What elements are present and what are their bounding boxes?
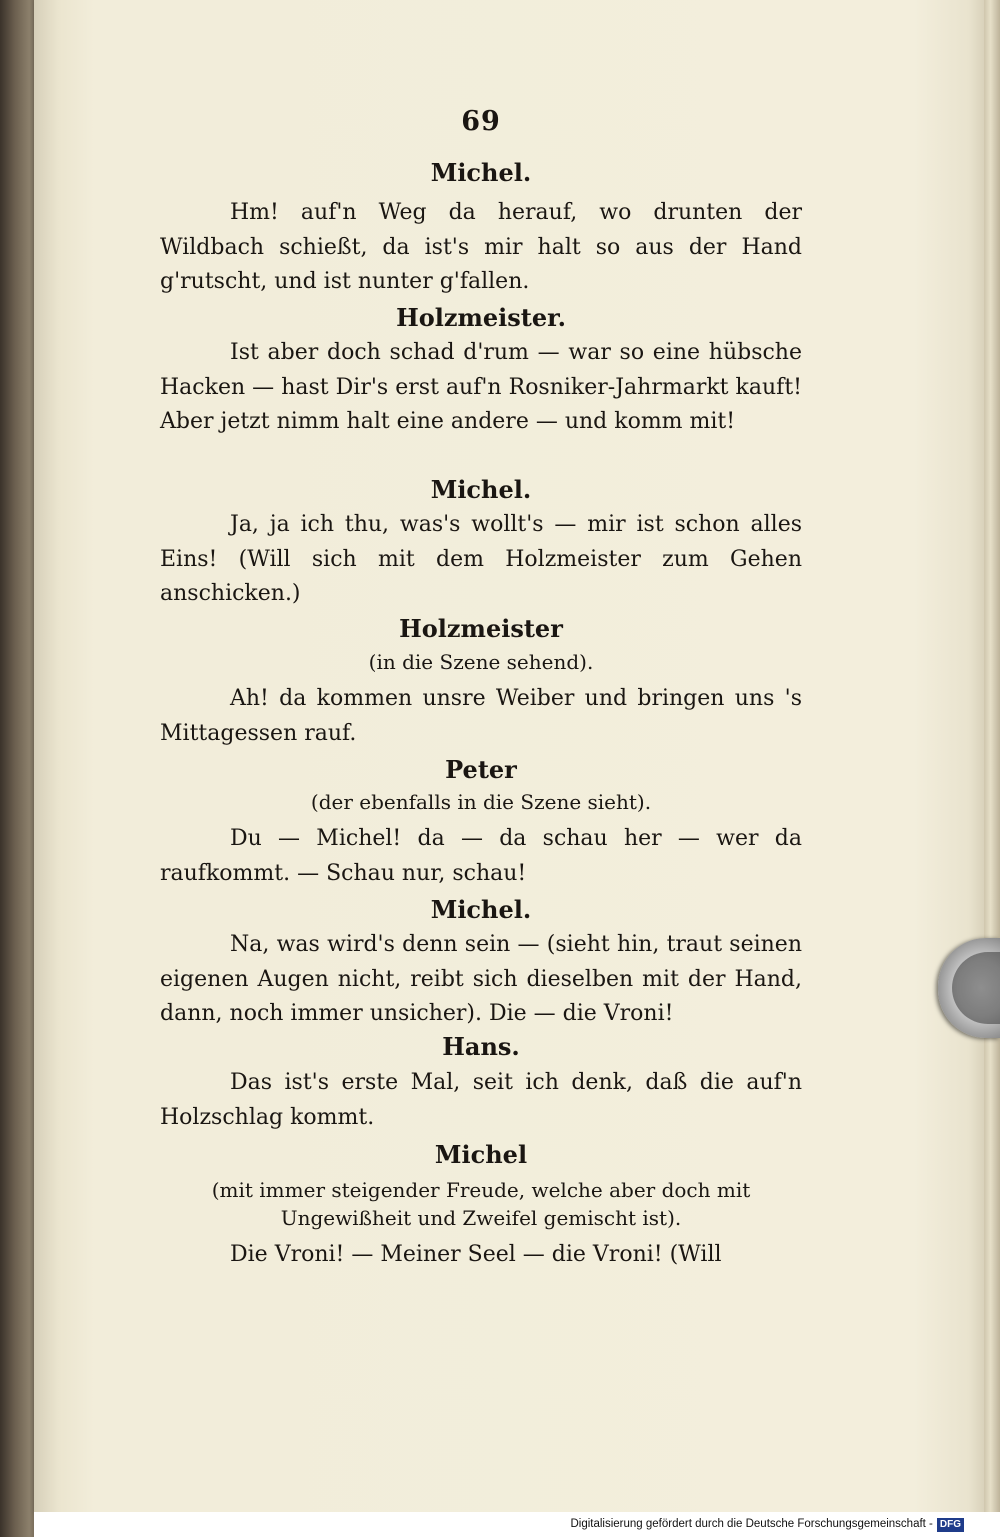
dfg-logo: DFG [937,1518,964,1532]
speech-paragraph-3: Ja, ja ich thu, was's wollt's — mir ist schon alles Eins! (Will sich mit dem Holzmeister zum Gehen anschicken.) [160,512,802,606]
speech-paragraph-7: Das ist's erste Mal, seit ich denk, daß die auf'n Holzschlag kommt. [160,1070,802,1130]
stage-direction-3: (mit immer steigender Freude, welche aber doch mit Ungewißheit und Zweifel gemischt ist). [211,1178,751,1230]
digitization-credit [570,1518,964,1532]
speech-paragraph-6: Na, was wird's denn sein — (sieht hin, traut seinen eigenen Augen nicht, reibt sich dieselben mit der Hand, dann, noch immer unsicher). Die — die Vroni! [160,932,802,1026]
speech-paragraph-2: Ist aber doch schad d'rum — war so eine hübsche Hacken — hast Dir's erst auf'n Rosniker-Jahrmarkt kauft! Aber jetzt nimm halt eine andere — und komm mit! [160,340,802,434]
speaker-michel-2: Michel. [430,475,532,504]
speech-paragraph-8: Die Vroni! — Meiner Seel — die Vroni! (Will [230,1242,722,1267]
page-number: 69 [461,106,501,137]
speaker-hans: Hans. [442,1032,520,1061]
speaker-michel-1: Michel. [430,158,532,187]
speech-paragraph-1: Hm! auf'n Weg da herauf, wo drunten der Wildbach schießt, da ist's mir halt so aus der Hand g'rutscht, und ist nunter g'fallen. [160,200,802,294]
speaker-michel-4: Michel [434,1140,528,1169]
speaker-holzmeister-2: Holzmeister [399,614,563,643]
speaker-holzmeister-1: Holzmeister. [396,303,566,332]
credit-text: Digitalisierung gefördert durch die Deutsche Forschungsgemeinschaft - [570,1518,933,1530]
speaker-peter: Peter [445,755,517,784]
stage-direction-1: (in die Szene sehend). [368,650,594,674]
speaker-michel-3: Michel. [430,895,532,924]
speech-paragraph-4: Ah! da kommen unsre Weiber und bringen uns 's Mittagessen rauf. [160,686,802,746]
page-fore-edge [984,0,1000,1512]
speech-paragraph-5: Du — Michel! da — da schau her — wer da raufkommt. — Schau nur, schau! [160,826,802,886]
stage-direction-2: (der ebenfalls in die Szene sieht). [310,790,652,814]
